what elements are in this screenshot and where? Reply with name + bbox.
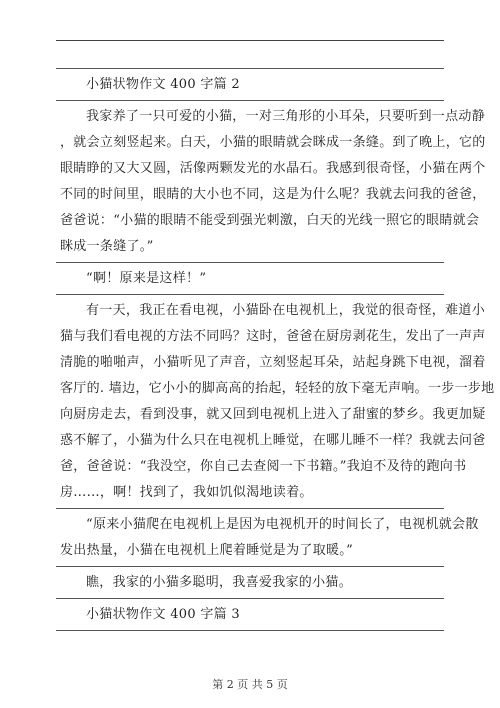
heading-text: 小猫状物作文 400 字篇 3 (86, 607, 240, 622)
paragraph-line: 惑不解了，小猫为什么只在电视机上睡觉，在哪儿睡不一样？我就去问爸 (60, 433, 486, 448)
paragraph-line: 爸爸说：“小猫的眼睛不能受到强光刺激，白天的光线一照它的眼睛就会 (60, 213, 480, 228)
paragraph-line: 发出热量，小猫在电视机上爬着睡觉是为了取暖。” (60, 543, 354, 558)
section-heading-3 (56, 598, 444, 631)
paragraph-line: 有一天，我正在看电视，小猫卧在电视机上，我觉的很奇怪，难道小 (86, 303, 486, 318)
paragraph-line: 爸，爸爸说：“我没空，你自己去查阅一下书籍。”我迫不及待的跑向书 (60, 459, 467, 474)
paragraph-tv (56, 294, 495, 508)
section-heading-2 (56, 68, 444, 100)
paragraph-line: 我家养了一只可爱的小猫，一对三角形的小耳朵，只要听到一点动静 (86, 109, 486, 124)
paragraph-line: 向厨房走去，看到没事，就又回到电视机上进入了甜蜜的梦乡。我更加疑 (60, 407, 486, 422)
paragraph-line: 猫与我们看电视的方法不同吗？这时，爸爸在厨房剥花生，发出了一声声 (60, 329, 486, 344)
paragraph-reason (56, 508, 479, 566)
paragraph-line: 客厅的. 墙边，它小小的脚高高的抬起，轻轻的放下毫无声响。一步一步地 (60, 381, 495, 396)
paragraph-eyes (56, 100, 486, 262)
heading-text: 小猫状物作文 400 字篇 2 (86, 77, 240, 92)
paragraph-line: “啊！原来是这样！” (86, 271, 207, 286)
paragraph-line: 不同的时间里，眼睛的大小也不同，这是为什么呢？我就去问我的爸爸， (60, 187, 486, 202)
paragraph-line: 清脆的啪啪声，小猫听见了声音，立刻竖起耳朵，站起身跳下电视，溜着 (60, 355, 486, 370)
paragraph-line: ，就会立刻竖起来。白天，小猫的眼睛就会眯成一条缝。到了晚上，它的 (60, 135, 486, 150)
page-top-rule (56, 40, 444, 41)
paragraph-exclaim (56, 262, 444, 294)
paragraph-conclusion (56, 566, 444, 598)
paragraph-line: 眼睛睁的又大又圆，活像两颗发光的水晶石。我感到很奇怪，小猫在两个 (60, 161, 486, 176)
paragraph-line: “原来小猫爬在电视机上是因为电视机开的时间长了，电视机就会散 (86, 517, 479, 532)
paragraph-line: 眯成一条缝了。” (60, 239, 154, 254)
document-table (56, 68, 495, 631)
paragraph-line: 房……，啊！找到了，我如饥似渴地读着。 (60, 485, 313, 500)
page-number: 第 2 页 共 5 页 (212, 678, 288, 691)
paragraph-line: 瞧，我家的小猫多聪明，我喜爱我家的小猫。 (86, 575, 353, 590)
